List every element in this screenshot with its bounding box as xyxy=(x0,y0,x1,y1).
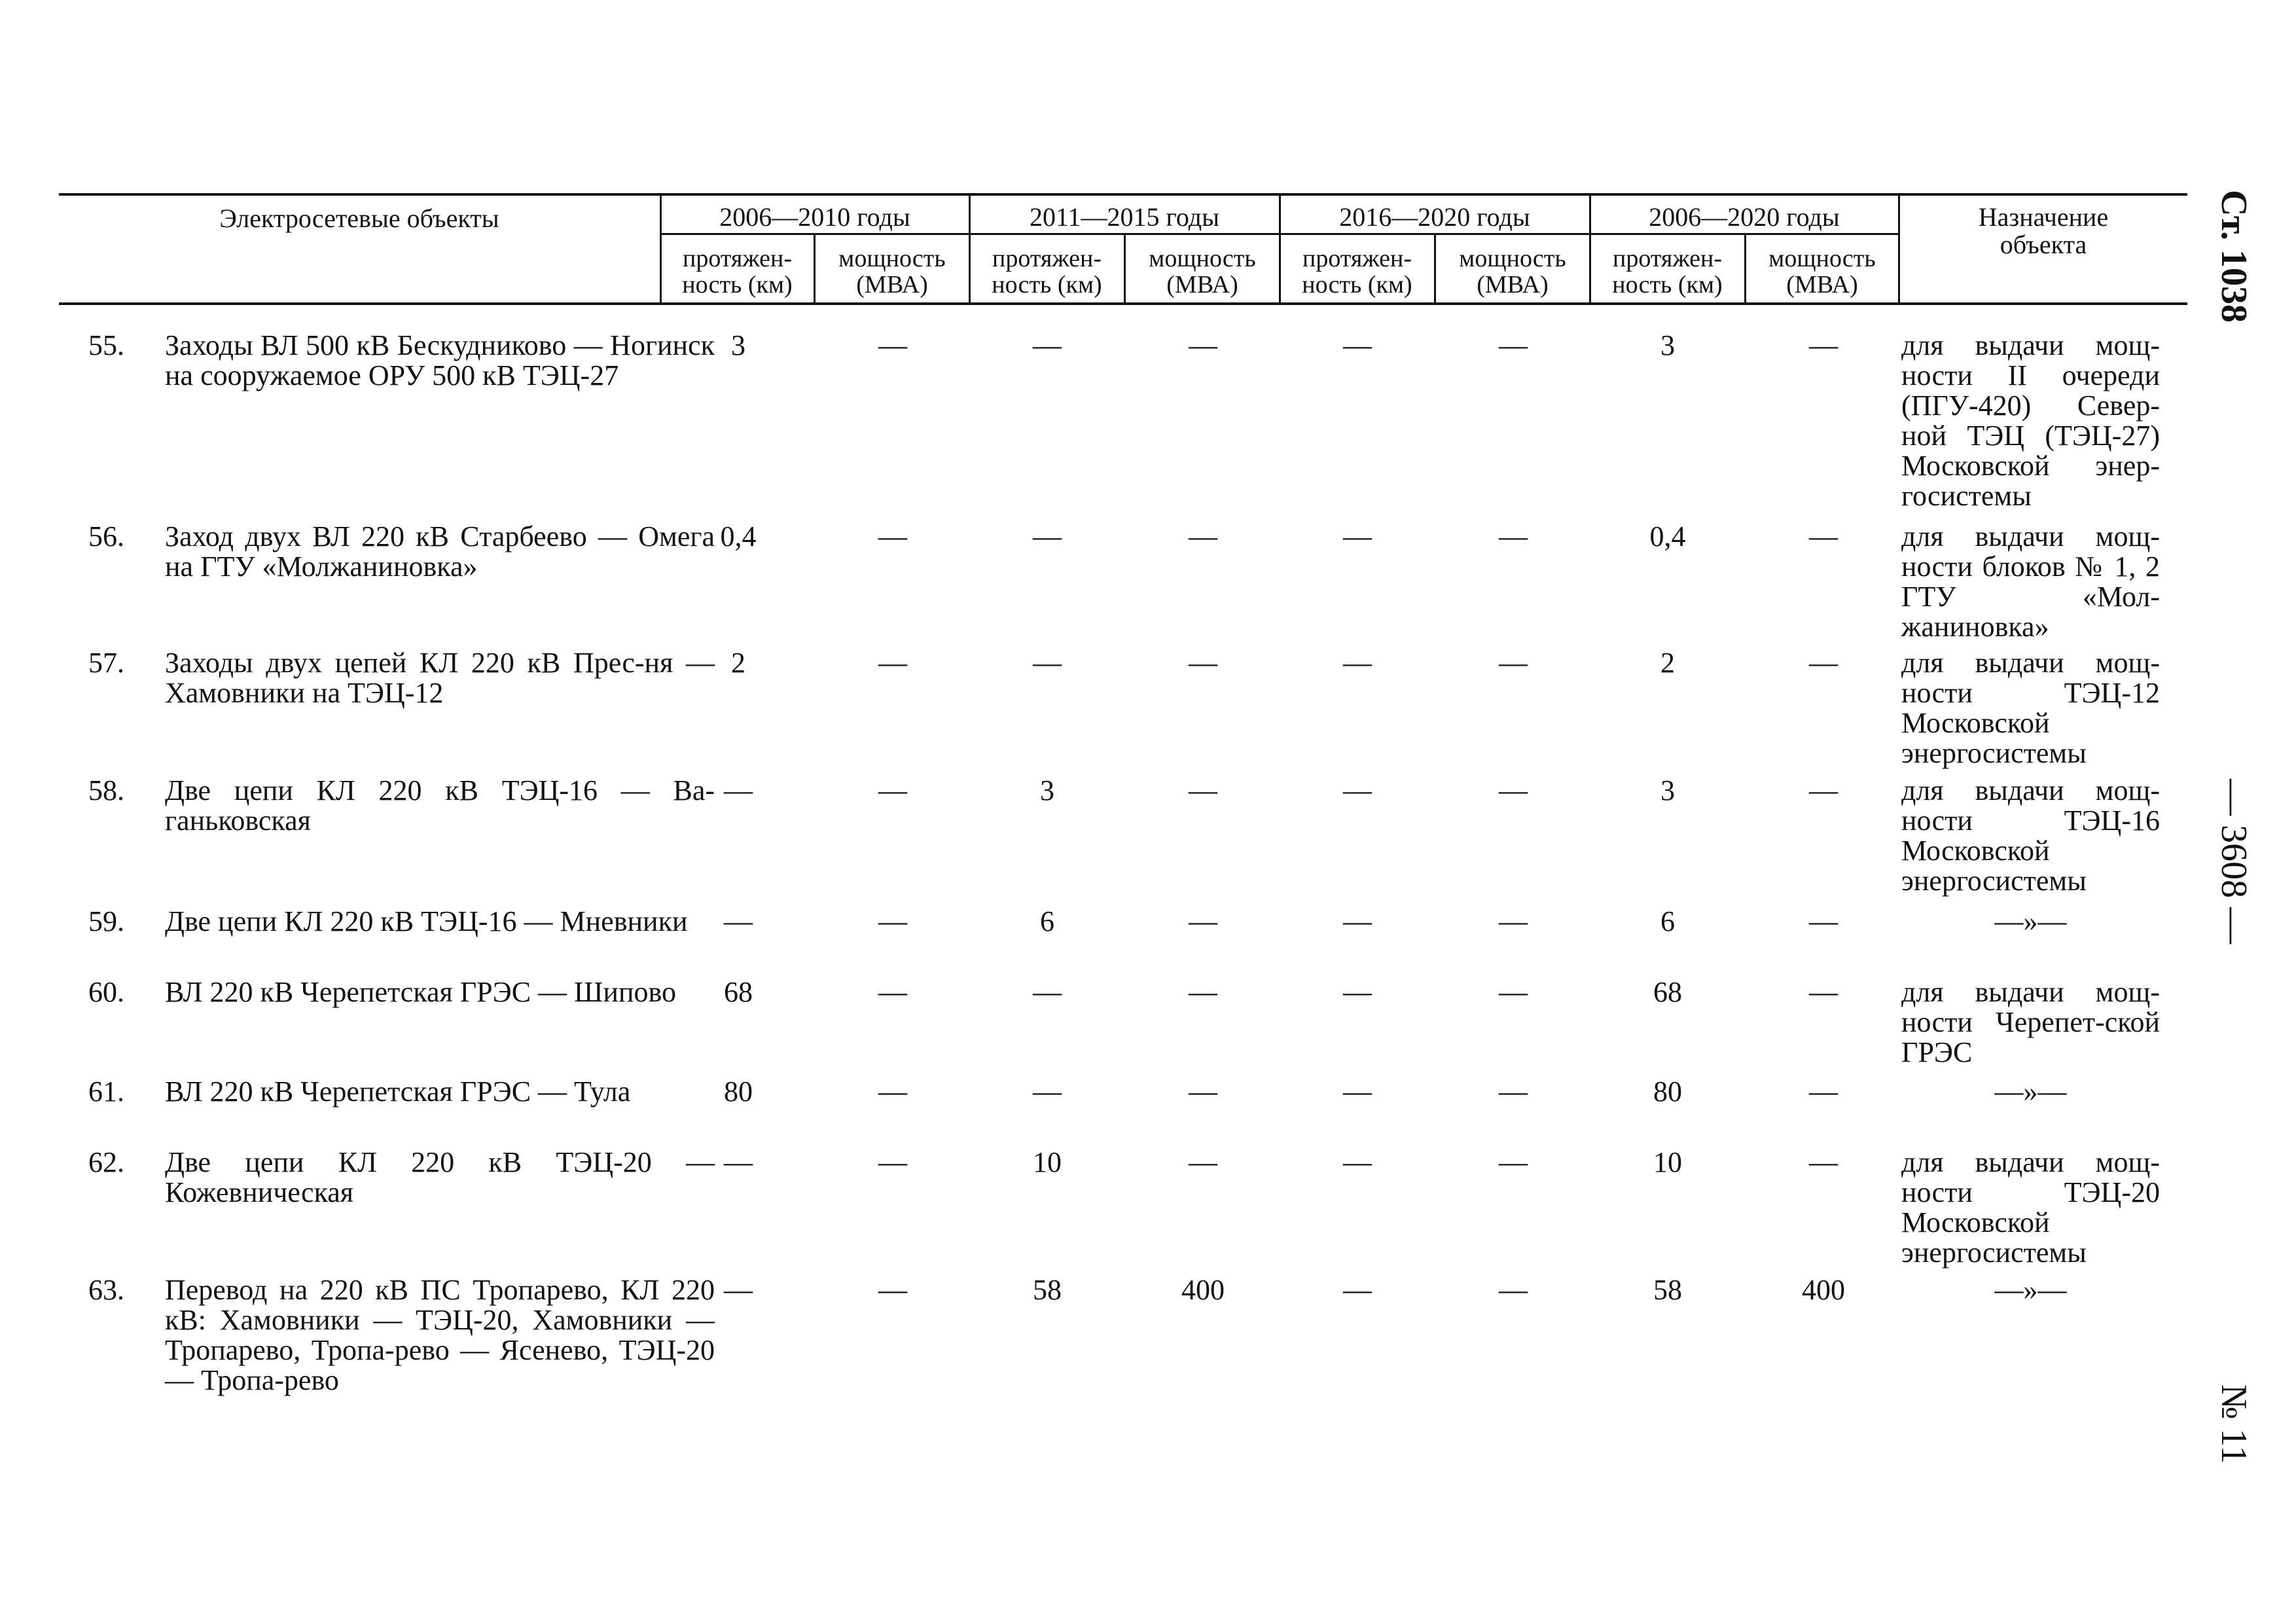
object-name: Перевод на 220 кВ ПС Тропарево, КЛ 220 кВ: Хамовники — ТЭЦ-20, Хамовники — Тропарево, Тропа-рево — Ясенево, ТЭЦ-20 — Тропа-рево xyxy=(165,1274,715,1396)
power-value: — xyxy=(1499,329,1528,361)
length-value: — xyxy=(1033,976,1062,1008)
subheader-power: мощность (МВА) xyxy=(1149,245,1256,298)
length-value: — xyxy=(724,774,753,806)
power-value: — xyxy=(1499,1146,1528,1178)
row-number: 63. xyxy=(88,1274,124,1306)
object-purpose: для выдачи мощ-ности ТЭЦ-20 Московской энергосистемы xyxy=(1901,1146,2160,1269)
length-value: — xyxy=(1343,976,1372,1008)
subheader-power: мощность (МВА) xyxy=(1459,245,1566,298)
length-value: 58 xyxy=(1033,1274,1062,1306)
power-value: — xyxy=(1809,329,1838,361)
length-value: 68 xyxy=(724,976,753,1008)
table-top-rule xyxy=(59,193,2187,196)
power-value: — xyxy=(1499,1274,1528,1306)
power-value: — xyxy=(878,1146,907,1178)
page-number: — 3608 — xyxy=(2214,779,2254,944)
power-value: — xyxy=(878,1075,907,1108)
object-name: Две цепи КЛ 220 кВ ТЭЦ-16 — Мневники xyxy=(165,905,688,937)
length-value: 3 xyxy=(1040,774,1054,806)
power-value: — xyxy=(1809,647,1838,679)
row-number: 57. xyxy=(88,647,124,679)
table-header-rule xyxy=(59,302,2187,305)
power-value: — xyxy=(1499,905,1528,937)
length-value: — xyxy=(1033,647,1062,679)
object-name: Две цепи КЛ 220 кВ ТЭЦ-16 — Ва-ганьковская xyxy=(165,774,715,837)
length-value: — xyxy=(1343,905,1372,937)
header-objects: Электросетевые объекты xyxy=(219,204,499,233)
length-value: 68 xyxy=(1653,976,1682,1008)
header-purpose: Назначение объекта xyxy=(1978,202,2109,259)
length-value: 0,4 xyxy=(1649,520,1686,552)
power-value: 400 xyxy=(1802,1274,1845,1306)
power-value: — xyxy=(1189,905,1217,937)
object-name: ВЛ 220 кВ Черепетская ГРЭС — Шипово xyxy=(165,976,676,1008)
object-purpose: для выдачи мощ-ности ТЭЦ-12 Московской энергосистемы xyxy=(1901,647,2160,769)
header-period-4: 2006—2020 годы xyxy=(1649,202,1840,232)
row-number: 60. xyxy=(88,976,124,1008)
object-purpose: —»— xyxy=(1994,1075,2067,1108)
row-number: 62. xyxy=(88,1146,124,1178)
header-period-3: 2016—2020 годы xyxy=(1339,202,1530,232)
length-value: 10 xyxy=(1033,1146,1062,1178)
length-value: — xyxy=(1343,329,1372,361)
subheader-power: мощность (МВА) xyxy=(838,245,946,298)
length-value: — xyxy=(724,905,753,937)
length-value: 6 xyxy=(1660,905,1675,937)
power-value: — xyxy=(1809,1075,1838,1108)
length-value: — xyxy=(1033,329,1062,361)
power-value: — xyxy=(1499,774,1528,806)
subheader-power: мощность (МВА) xyxy=(1768,245,1876,298)
power-value: — xyxy=(1189,976,1217,1008)
power-value: — xyxy=(1809,1146,1838,1178)
length-value: 6 xyxy=(1040,905,1054,937)
issue-number: № 11 xyxy=(2214,1384,2254,1464)
power-value: — xyxy=(1189,1075,1217,1108)
object-purpose: для выдачи мощ-ности Черепет-ской ГРЭС xyxy=(1901,976,2160,1068)
length-value: — xyxy=(1343,647,1372,679)
header-period-2: 2011—2015 годы xyxy=(1030,202,1219,232)
length-value: — xyxy=(1033,520,1062,552)
page-label: Ст. 1038 xyxy=(2214,190,2254,323)
power-value: — xyxy=(1499,976,1528,1008)
power-value: — xyxy=(1499,1075,1528,1108)
power-value: — xyxy=(1809,976,1838,1008)
length-value: 10 xyxy=(1653,1146,1682,1178)
header-period-1: 2006—2010 годы xyxy=(719,202,910,232)
power-value: — xyxy=(1189,647,1217,679)
length-value: 2 xyxy=(1660,647,1675,679)
power-value: — xyxy=(878,1274,907,1306)
length-value: — xyxy=(1343,1075,1372,1108)
length-value: — xyxy=(724,1146,753,1178)
power-value: — xyxy=(1189,520,1217,552)
power-value: — xyxy=(1499,647,1528,679)
object-purpose: —»— xyxy=(1994,905,2067,937)
length-value: 3 xyxy=(731,329,745,361)
object-name: Заходы двух цепей КЛ 220 кВ Прес-ня — Хамовники на ТЭЦ-12 xyxy=(165,647,715,709)
object-purpose: для выдачи мощ-ности II очереди (ПГУ-420) Север-ной ТЭЦ (ТЭЦ-27) Московской энер-госистемы xyxy=(1901,329,2160,512)
length-value: — xyxy=(724,1274,753,1306)
subheader-length: протяжен- ность (км) xyxy=(1612,245,1723,298)
power-value: — xyxy=(878,520,907,552)
row-number: 58. xyxy=(88,774,124,806)
power-value: — xyxy=(1809,905,1838,937)
object-name: Заход двух ВЛ 220 кВ Старбеево — Омега на ГТУ «Молжаниновка» xyxy=(165,520,715,583)
length-value: 80 xyxy=(1653,1075,1682,1108)
object-name: Заходы ВЛ 500 кВ Бескудниково — Ногинск на сооружаемое ОРУ 500 кВ ТЭЦ-27 xyxy=(165,329,715,391)
subheader-length: протяжен- ность (км) xyxy=(992,245,1102,298)
length-value: 80 xyxy=(724,1075,753,1108)
length-value: — xyxy=(1343,1274,1372,1306)
power-value: 400 xyxy=(1181,1274,1225,1306)
length-value: 0,4 xyxy=(720,520,757,552)
length-value: 2 xyxy=(731,647,745,679)
length-value: — xyxy=(1343,520,1372,552)
subheader-length: протяжен- ность (км) xyxy=(682,245,793,298)
row-number: 61. xyxy=(88,1075,124,1108)
object-purpose: для выдачи мощ-ности блоков № 1, 2 ГТУ «Мол-жаниновка» xyxy=(1901,520,2160,643)
power-value: — xyxy=(878,647,907,679)
row-number: 56. xyxy=(88,520,124,552)
row-number: 55. xyxy=(88,329,124,361)
power-value: — xyxy=(878,329,907,361)
power-value: — xyxy=(1189,774,1217,806)
power-value: — xyxy=(878,905,907,937)
subheader-length: протяжен- ность (км) xyxy=(1302,245,1412,298)
length-value: — xyxy=(1343,1146,1372,1178)
power-value: — xyxy=(1499,520,1528,552)
power-value: — xyxy=(1809,520,1838,552)
length-value: 58 xyxy=(1653,1274,1682,1306)
power-value: — xyxy=(1189,329,1217,361)
object-name: Две цепи КЛ 220 кВ ТЭЦ-20 — Кожевническая xyxy=(165,1146,715,1208)
power-value: — xyxy=(878,774,907,806)
length-value: — xyxy=(1033,1075,1062,1108)
object-name: ВЛ 220 кВ Черепетская ГРЭС — Тула xyxy=(165,1075,631,1108)
power-value: — xyxy=(1809,774,1838,806)
object-purpose: для выдачи мощ-ности ТЭЦ-16 Московской энергосистемы xyxy=(1901,774,2160,897)
length-value: 3 xyxy=(1660,774,1675,806)
power-value: — xyxy=(1189,1146,1217,1178)
row-number: 59. xyxy=(88,905,124,937)
length-value: 3 xyxy=(1660,329,1675,361)
power-value: — xyxy=(878,976,907,1008)
object-purpose: —»— xyxy=(1994,1274,2067,1306)
length-value: — xyxy=(1343,774,1372,806)
